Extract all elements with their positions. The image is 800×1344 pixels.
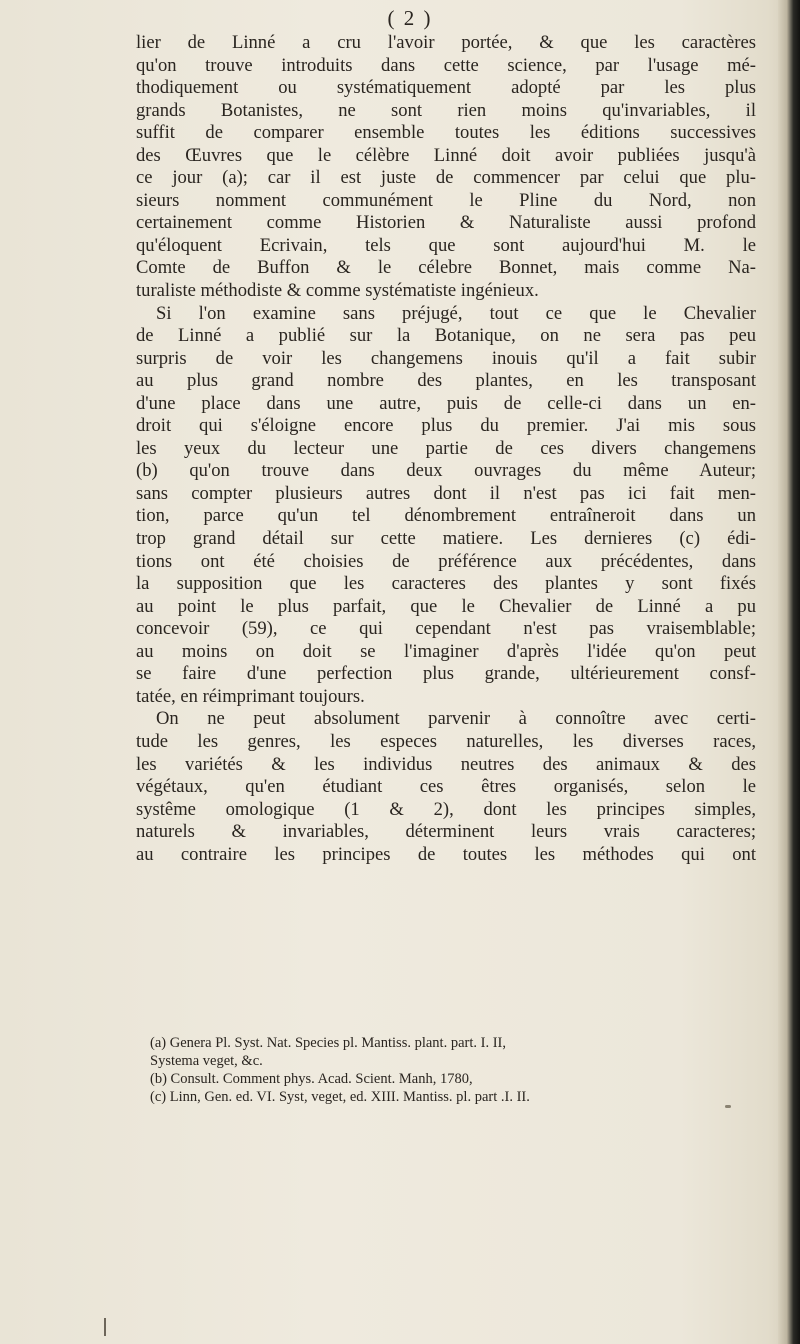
text-line: systême omologique (1 & 2), dont les principes simples, [136, 798, 756, 820]
text-line: trop grand détail sur cette matiere. Les dernieres (c) édi- [136, 528, 756, 550]
main-text [136, 32, 756, 866]
text-line: se faire d'une perfection plus grande, ultérieurement consf- [136, 663, 756, 685]
text-line: naturels & invariables, déterminent leurs vrais caracteres; [136, 821, 756, 843]
text-line: au plus grand nombre des plantes, en les transposant [136, 370, 756, 392]
text-line: grands Botanistes, ne sont rien moins qu'invariables, il [136, 99, 756, 121]
text-line: d'une place dans une autre, puis de celle-ci dans un en- [136, 392, 756, 414]
text-line: tion, parce qu'un tel dénombrement entraîneroit dans un [136, 505, 756, 527]
footnote: (b) Consult. Comment phys. Acad. Scient. Manh, 1780, [150, 1071, 473, 1087]
book-spine-edge [778, 0, 800, 1344]
text-line: surpris de voir les changemens inouis qu'il a fait subir [136, 347, 756, 369]
text-line: droit qui s'éloigne encore plus du premier. J'ai mis sous [136, 415, 756, 437]
text-line: les variétés & les individus neutres des animaux & des [136, 753, 756, 775]
text-line: suffit de comparer ensemble toutes les éditions successives [136, 122, 756, 144]
footnote-continuation: Systema veget, &c. [150, 1053, 263, 1069]
footnote: (a) Genera Pl. Syst. Nat. Species pl. Mantiss. plant. part. I. II, [150, 1035, 506, 1051]
text-line: tions ont été choisies de préférence aux précédentes, dans [136, 550, 756, 572]
text-line: lier de Linné a cru l'avoir portée, & que les caractères [136, 32, 756, 53]
text-line: qu'on trouve introduits dans cette science, par l'usage mé- [136, 54, 756, 76]
text-line: au point le plus parfait, que le Chevalier de Linné a pu [136, 595, 756, 617]
text-line: végétaux, qu'en étudiant ces êtres organisés, selon le [136, 776, 756, 798]
footnote: (c) Linn, Gen. ed. VI. Syst, veget, ed. XIII. Mantiss. pl. part .I. II. [150, 1089, 530, 1105]
text-line: tude les genres, les especes naturelles, les diverses races, [136, 730, 756, 752]
text-line: la supposition que les caracteres des plantes y sont fixés [136, 573, 756, 595]
text-line: des Œuvres que le célèbre Linné doit avoir publiées jusqu'à [136, 144, 756, 166]
text-line: (b) qu'on trouve dans deux ouvrages du même Auteur; [136, 460, 756, 482]
text-line: ce jour (a); car il est juste de commencer par celui que plu- [136, 167, 756, 189]
text-line: On ne peut absolument parvenir à connoître avec certi- [156, 708, 756, 730]
text-line: sieurs nomment communément le Pline du Nord, non [136, 189, 756, 211]
text-line: certainement comme Historien & Naturaliste aussi profond [136, 212, 756, 234]
text-line: au contraire les principes de toutes les méthodes qui ont [136, 843, 756, 865]
text-line: sans compter plusieurs autres dont il n'est pas ici fait men- [136, 482, 756, 504]
text-line: thodiquement ou systématiquement adopté par les plus [136, 77, 756, 99]
text-line: Si l'on examine sans préjugé, tout ce que le Chevalier [156, 302, 756, 324]
text-line: Comte de Buffon & le célebre Bonnet, mais comme Na- [136, 257, 756, 279]
ink-speck-mark [725, 1105, 731, 1108]
text-line: qu'éloquent Ecrivain, tels que sont aujourd'hui M. le [136, 234, 756, 256]
text-line: les yeux du lecteur une partie de ces divers changemens [136, 437, 756, 459]
text-line: de Linné a publié sur la Botanique, on ne sera pas peu [136, 325, 756, 347]
page-number: ( 2 ) [387, 6, 433, 30]
ink-speck-mark [104, 1318, 106, 1336]
text-line: concevoir (59), ce qui cependant n'est pas vraisemblable; [136, 618, 756, 640]
text-line: turaliste méthodiste & comme systématiste ingénieux. [136, 280, 539, 302]
footnotes [150, 1034, 756, 1106]
text-line: tatée, en réimprimant toujours. [136, 685, 365, 707]
text-line: au moins on doit se l'imaginer d'après l'idée qu'on peut [136, 640, 756, 662]
